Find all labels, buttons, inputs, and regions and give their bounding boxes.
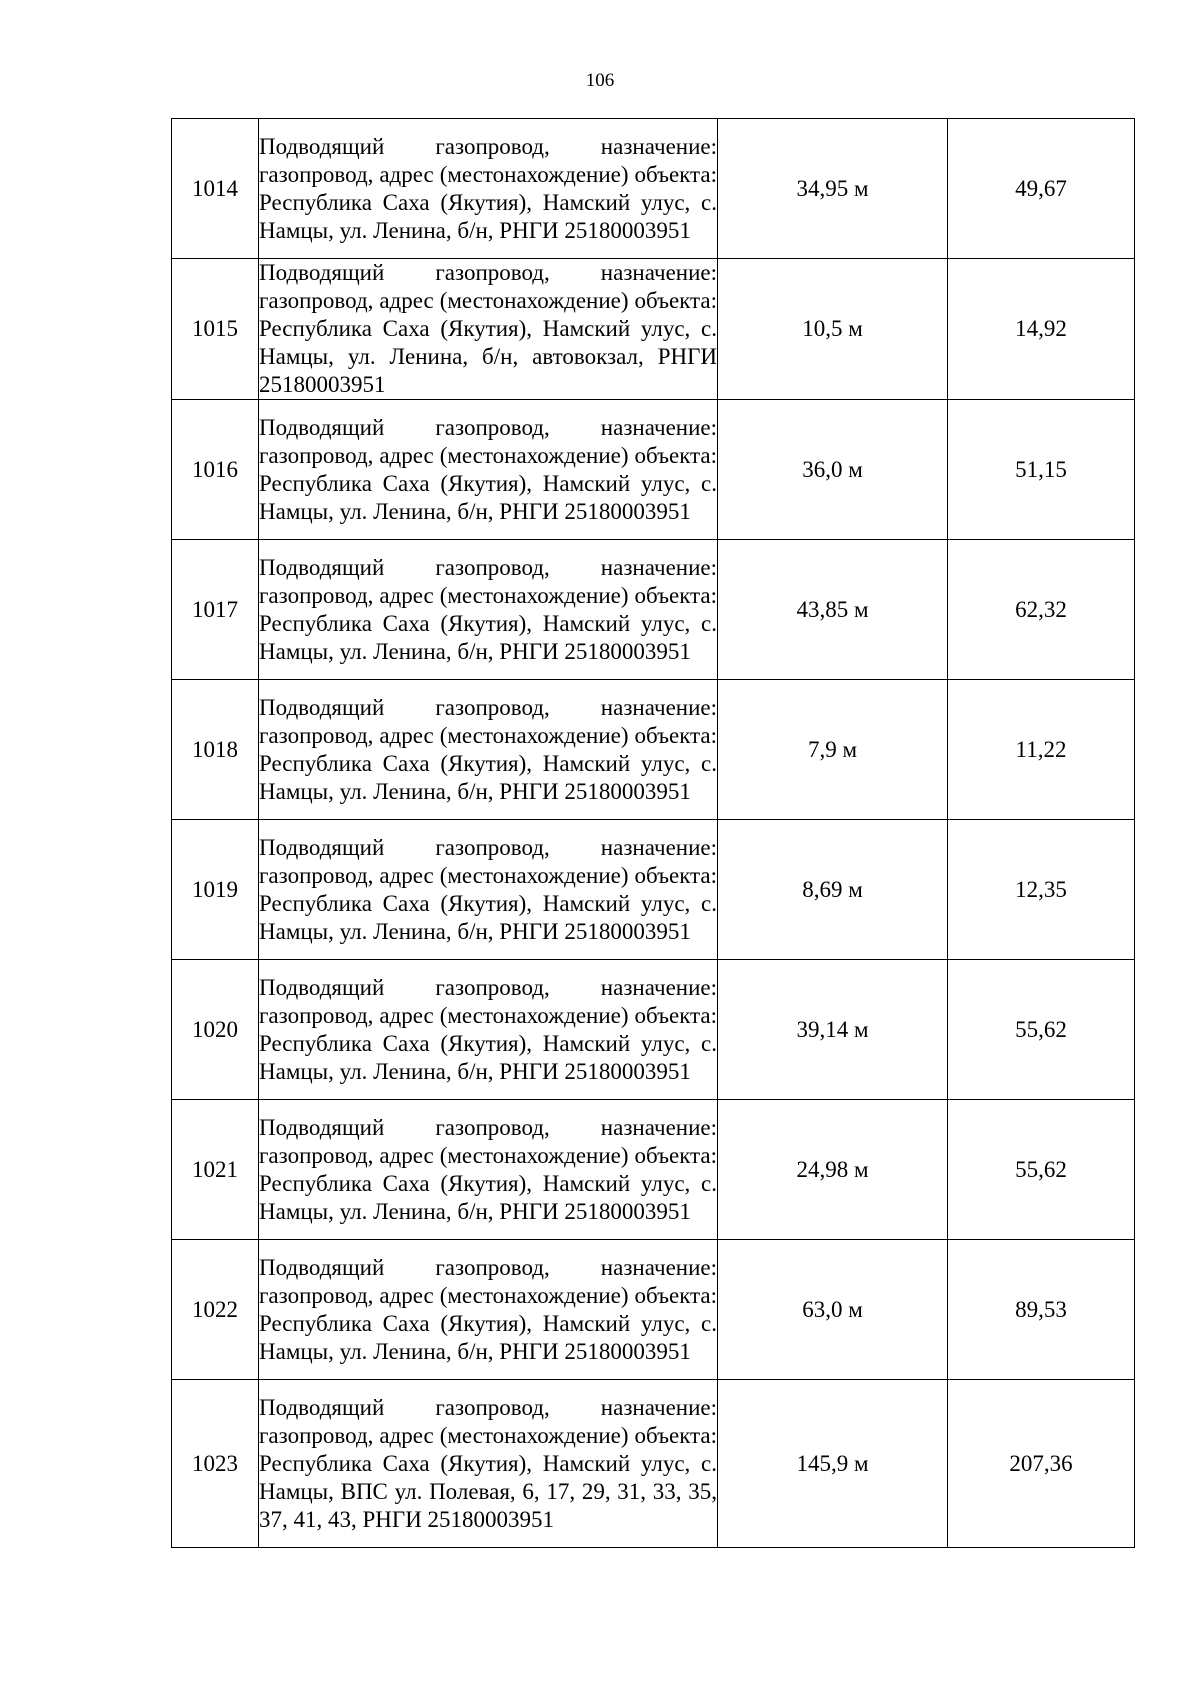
object-value: 14,92 xyxy=(948,259,1135,400)
object-length: 10,5 м xyxy=(718,259,948,400)
row-number: 1017 xyxy=(172,540,259,680)
row-number: 1014 xyxy=(172,119,259,259)
row-number: 1020 xyxy=(172,960,259,1100)
row-number: 1018 xyxy=(172,680,259,820)
object-length: 24,98 м xyxy=(718,1100,948,1240)
registry-table xyxy=(171,118,1135,1548)
table-row xyxy=(172,1240,1135,1380)
table-row xyxy=(172,820,1135,960)
object-value: 55,62 xyxy=(948,1100,1135,1240)
table-row xyxy=(172,540,1135,680)
object-description: Подводящий газопровод, назначение: газопровод, адрес (местонахождение) объекта: Республика Саха (Якутия), Намский улус, с. Намцы, ул. Ленина, б/н, РНГИ 25180003951 xyxy=(259,400,718,540)
object-length: 34,95 м xyxy=(718,119,948,259)
object-description: Подводящий газопровод, назначение: газопровод, адрес (местонахождение) объекта: Республика Саха (Якутия), Намский улус, с. Намцы, ул. Ленина, б/н, РНГИ 25180003951 xyxy=(259,680,718,820)
object-value: 207,36 xyxy=(948,1380,1135,1548)
object-value: 49,67 xyxy=(948,119,1135,259)
object-length: 36,0 м xyxy=(718,400,948,540)
object-value: 12,35 xyxy=(948,820,1135,960)
row-number: 1015 xyxy=(172,259,259,400)
table-row xyxy=(172,259,1135,400)
table-row xyxy=(172,119,1135,259)
object-length: 7,9 м xyxy=(718,680,948,820)
object-value: 89,53 xyxy=(948,1240,1135,1380)
table-row xyxy=(172,1380,1135,1548)
object-length: 63,0 м xyxy=(718,1240,948,1380)
object-description: Подводящий газопровод, назначение: газопровод, адрес (местонахождение) объекта: Республика Саха (Якутия), Намский улус, с. Намцы, ул. Ленина, б/н, РНГИ 25180003951 xyxy=(259,119,718,259)
object-description: Подводящий газопровод, назначение: газопровод, адрес (местонахождение) объекта: Республика Саха (Якутия), Намский улус, с. Намцы, ул. Ленина, б/н, РНГИ 25180003951 xyxy=(259,540,718,680)
page-number: 106 xyxy=(585,70,615,91)
object-description: Подводящий газопровод, назначение: газопровод, адрес (местонахождение) объекта: Республика Саха (Якутия), Намский улус, с. Намцы, ул. Ленина, б/н, РНГИ 25180003951 xyxy=(259,820,718,960)
object-length: 8,69 м xyxy=(718,820,948,960)
object-description: Подводящий газопровод, назначение: газопровод, адрес (местонахождение) объекта: Республика Саха (Якутия), Намский улус, с. Намцы, ул. Ленина, б/н, РНГИ 25180003951 xyxy=(259,960,718,1100)
table-row xyxy=(172,400,1135,540)
object-length: 145,9 м xyxy=(718,1380,948,1548)
row-number: 1021 xyxy=(172,1100,259,1240)
object-description: Подводящий газопровод, назначение: газопровод, адрес (местонахождение) объекта: Республика Саха (Якутия), Намский улус, с. Намцы, ВПС ул. Полевая, 6, 17, 29, 31, 33, 35, 37, 41, 43, РНГИ 25180003951 xyxy=(259,1380,718,1548)
object-value: 11,22 xyxy=(948,680,1135,820)
object-length: 39,14 м xyxy=(718,960,948,1100)
row-number: 1019 xyxy=(172,820,259,960)
object-length: 43,85 м xyxy=(718,540,948,680)
table-row xyxy=(172,1100,1135,1240)
object-description: Подводящий газопровод, назначение: газопровод, адрес (местонахождение) объекта: Республика Саха (Якутия), Намский улус, с. Намцы, ул. Ленина, б/н, РНГИ 25180003951 xyxy=(259,1240,718,1380)
row-number: 1023 xyxy=(172,1380,259,1548)
table-row xyxy=(172,680,1135,820)
row-number: 1016 xyxy=(172,400,259,540)
row-number: 1022 xyxy=(172,1240,259,1380)
object-value: 51,15 xyxy=(948,400,1135,540)
object-description: Подводящий газопровод, назначение: газопровод, адрес (местонахождение) объекта: Республика Саха (Якутия), Намский улус, с. Намцы, ул. Ленина, б/н, РНГИ 25180003951 xyxy=(259,1100,718,1240)
object-value: 55,62 xyxy=(948,960,1135,1100)
table-row xyxy=(172,960,1135,1100)
object-description: Подводящий газопровод, назначение: газопровод, адрес (местонахождение) объекта: Республика Саха (Якутия), Намский улус, с. Намцы, ул. Ленина, б/н, автовокзал, РНГИ 25180003951 xyxy=(259,259,718,400)
object-value: 62,32 xyxy=(948,540,1135,680)
